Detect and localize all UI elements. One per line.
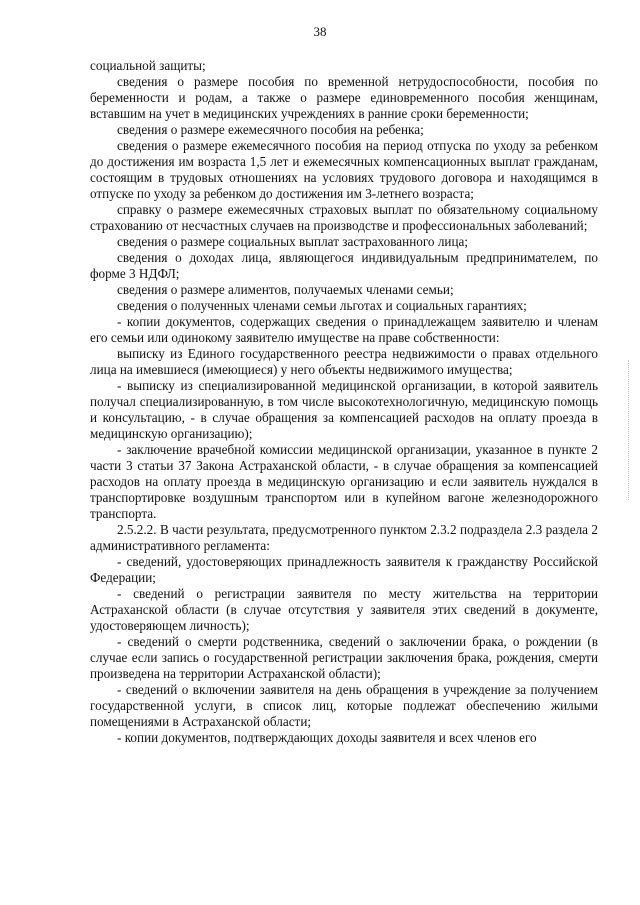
paragraph: сведения о размере алиментов, получаемых членами семьи;: [117, 282, 454, 297]
document-body: [90, 58, 598, 746]
paragraph: сведения о размере ежемесячного пособия на период отпуска по уходу за ребенком до достижения им возраста 1,5 лет и ежемесячных компенсационных выплат гражданам, состоящим в трудовых отношениях на условиях трудового договора и находящимся в отпуске по уходу за ребенком до достижения им 3-летнего возраста;: [90, 138, 598, 201]
page-number: 38: [313, 24, 327, 39]
paragraph: - сведений о смерти родственника, сведений о заключении брака, о рождении (в случае если запись о государственной регистрации заключения брака, рождения, смерти произведена на территории Астраханской области);: [90, 634, 598, 681]
paragraph: - выписку из специализированной медицинской организации, в которой заявитель получал специализированную, в том числе высокотехнологичную, медицинскую помощь и консультацию, - в случае обращения за компенсацией расходов на оплату проезда в медицинскую организацию);: [90, 378, 598, 441]
margin-scan-artifact: [628, 360, 630, 500]
paragraph: 2.5.2.2. В части результата, предусмотренного пунктом 2.3.2 подраздела 2.3 раздела 2 административного регламента:: [90, 522, 598, 553]
paragraph: - сведений, удостоверяющих принадлежность заявителя к гражданству Российской Федерации;: [90, 554, 598, 585]
paragraph: - сведений о включении заявителя на день обращения в учреждение за получением государственной услуги, в список лиц, которые подлежат обеспечению жилыми помещениями в Астраханской области;: [90, 682, 598, 729]
paragraph: сведения о доходах лица, являющегося индивидуальным предпринимателем, по форме 3 НДФЛ;: [90, 250, 598, 281]
paragraph: - заключение врачебной комиссии медицинской организации, указанное в пункте 2 части 3 статьи 37 Закона Астраханской области, - в случае обращения за компенсацией расходов на оплату проезда в медицинскую организацию и если заявитель нуждался в транспортировке воздушным транспортом или в купейном вагоне железнодорожного транспорта.: [90, 442, 598, 521]
paragraph: социальной защиты;: [90, 58, 206, 73]
paragraph: сведения о размере пособия по временной нетрудоспособности, пособия по беременности и родам, а также о размере единовременного пособия женщинам, вставшим на учет в медицинских учреждениях в ранние сроки беременности;: [90, 74, 598, 121]
paragraph: сведения о размере социальных выплат застрахованного лица;: [117, 234, 469, 249]
paragraph: выписку из Единого государственного реестра недвижимости о правах отдельного лица на имевшиеся (имеющиеся) у него объекты недвижимого имущества;: [90, 346, 598, 377]
paragraph: - копии документов, содержащих сведения о принадлежащем заявителю и членам его семьи или одинокому заявителю имуществе на праве собственности:: [90, 314, 598, 345]
paragraph: - копии документов, подтверждающих доходы заявителя и всех членов его: [117, 730, 537, 745]
paragraph: - сведений о регистрации заявителя по месту жительства на территории Астраханской области (в случае отсутствия у заявителя этих сведений в документе, удостоверяющем личность);: [90, 586, 598, 633]
paragraph: сведения о полученных членами семьи льготах и социальных гарантиях;: [117, 298, 527, 313]
paragraph: справку о размере ежемесячных страховых выплат по обязательному социальному страхованию от несчастных случаев на производстве и профессиональных заболеваний;: [90, 202, 598, 233]
paragraph: сведения о размере ежемесячного пособия на ребенка;: [117, 122, 424, 137]
